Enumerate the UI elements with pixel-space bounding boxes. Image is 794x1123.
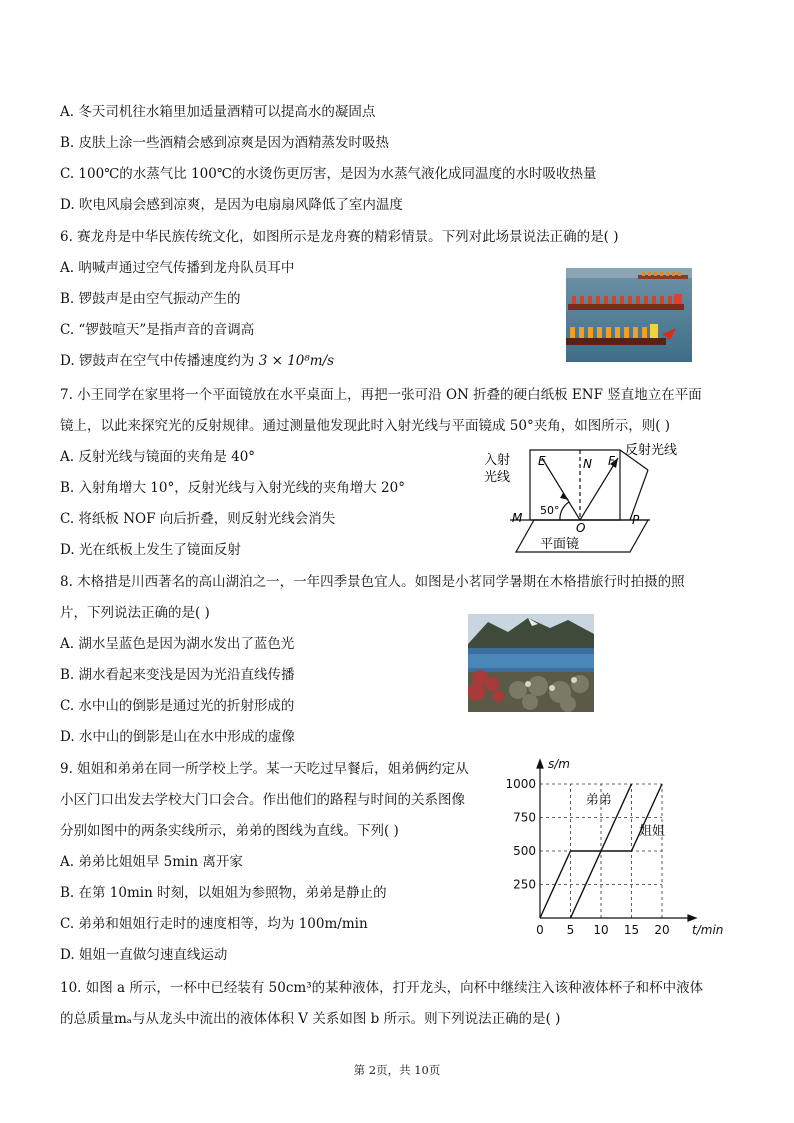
q9-option-a: A. 弟弟比姐姐早 5min 离开家 bbox=[60, 854, 243, 870]
y-tick-label: 500 bbox=[513, 844, 536, 858]
q6-option-c: C. “锣鼓喧天”是指声音的音调高 bbox=[60, 322, 255, 338]
q10-stem-line2: 的总质量mₐ与从龙头中流出的液体体积 V 关系如图 b 所示。则下列说法正确的是( ) bbox=[60, 1011, 561, 1027]
dragon-boat-photo bbox=[566, 268, 692, 362]
q9-option-d: D. 姐姐一直做匀速直线运动 bbox=[60, 947, 228, 963]
x-tick-label: 5 bbox=[566, 923, 575, 937]
label-o: O bbox=[576, 521, 586, 535]
q5-option-a: A. 冬天司机往水箱里加适量酒精可以提高水的凝固点 bbox=[60, 104, 376, 120]
q8-option-d: D. 水中山的倒影是山在水中形成的虚像 bbox=[60, 729, 295, 745]
q6-option-b: B. 锣鼓声是由空气振动产生的 bbox=[60, 291, 241, 307]
label-f: F bbox=[608, 454, 615, 468]
series-label: 弟弟 bbox=[585, 793, 612, 809]
q9-option-b: B. 在第 10min 时刻，以姐姐为参照物，弟弟是静止的 bbox=[60, 885, 387, 901]
q5-option-b: B. 皮肤上涂一些酒精会感到凉爽是因为酒精蒸发时吸热 bbox=[60, 135, 390, 151]
y-tick-label: 1000 bbox=[505, 777, 536, 791]
q7-option-b: B. 入射角增大 10°，反射光线与入射光线的夹角增大 20° bbox=[60, 480, 405, 496]
x-axis-label: t/min bbox=[692, 923, 724, 937]
q6-option-d-value: 3 × 10⁸m/s bbox=[258, 353, 335, 369]
label-p: P bbox=[632, 513, 640, 527]
q6-option-d bbox=[60, 351, 334, 371]
q5-option-d: D. 吹电风扇会感到凉爽，是因为电扇扇风降低了室内温度 bbox=[60, 197, 403, 213]
q10-stem-line1: 10. 如图 a 所示，一杯中已经装有 50cm³的某种液体，打开龙头，向杯中继续注入该种液体杯子和杯中液体 bbox=[60, 980, 704, 996]
q7-stem-line2: 镜上，以此来探究光的反射规律。通过测量他发现此时入射光线与平面镜成 50°夹角，如图所示，则( ) bbox=[60, 418, 671, 434]
q9-stem-line1: 9. 姐姐和弟弟在同一所学校上学。某一天吃过早餐后，姐弟俩约定从 bbox=[60, 761, 469, 777]
q9-stem-line2: 小区门口出发去学校大门口会合。作出他们的路程与时间的关系图像 bbox=[60, 792, 465, 808]
mirror-label: 平面镜 bbox=[540, 537, 580, 552]
q5-option-c: C. 100℃的水蒸气比 100℃的水烫伤更厉害，是因为水蒸气液化成同温度的水时吸收热量 bbox=[60, 166, 597, 182]
y-tick-label: 750 bbox=[513, 810, 536, 825]
q8-stem-line1: 8. 木格措是川西著名的高山湖泊之一，一年四季景色宜人。如图是小茗同学暑期在木格措旅行时拍摄的照 bbox=[60, 574, 685, 590]
q9-stem-line3: 分别如图中的两条实线所示，弟弟的图线为直线。下列( ) bbox=[60, 823, 399, 839]
q7-stem-line1: 7. 小王同学在家里将一个平面镜放在水平桌面上，再把一张可沿 ON 折叠的硬白纸板 ENF 竖直地立在平面 bbox=[60, 387, 702, 403]
q7-option-d: D. 光在纸板上发生了镜面反射 bbox=[60, 542, 241, 558]
q6-stem: 6. 赛龙舟是中华民族传统文化，如图所示是龙舟赛的精彩情景。下列对此场景说法正确的是( ) bbox=[60, 229, 619, 245]
angle-label: 50° bbox=[540, 504, 560, 517]
q8-stem-line2: 片，下列说法正确的是( ) bbox=[60, 605, 210, 621]
q7-option-a: A. 反射光线与镜面的夹角是 40° bbox=[60, 449, 256, 465]
q9-option-c: C. 弟弟和姐姐行走时的速度相等，均为 100m/min bbox=[60, 916, 368, 932]
q7-option-c: C. 将纸板 NOF 向后折叠，则反射光线会消失 bbox=[60, 511, 336, 527]
y-axis-arrow bbox=[537, 760, 543, 768]
x-tick-label: 0 bbox=[536, 923, 544, 937]
x-axis-arrow bbox=[688, 915, 696, 921]
q6-option-d-prefix: D. 锣鼓声在空气中传播速度约为 bbox=[60, 353, 255, 369]
page-footer: 第 2页，共 10页 bbox=[353, 1063, 441, 1077]
x-tick-label: 15 bbox=[623, 923, 640, 937]
incident-label-1: 入射 bbox=[484, 453, 511, 468]
label-m: M bbox=[512, 511, 523, 525]
q8-option-c: C. 水中山的倒影是通过光的折射形成的 bbox=[60, 698, 295, 714]
reflected-label: 反射光线 bbox=[625, 443, 678, 458]
label-n: N bbox=[583, 457, 592, 471]
reflection-diagram bbox=[480, 440, 690, 560]
x-tick-label: 20 bbox=[654, 923, 670, 937]
q8-option-b: B. 湖水看起来变浅是因为光沿直线传播 bbox=[60, 667, 295, 683]
y-tick-label: 250 bbox=[513, 877, 536, 892]
q8-option-a: A. 湖水呈蓝色是因为湖水发出了蓝色光 bbox=[60, 636, 295, 652]
q6-option-a: A. 呐喊声通过空气传播到龙舟队员耳中 bbox=[60, 260, 295, 276]
x-tick-label: 10 bbox=[593, 923, 609, 937]
label-e: E bbox=[538, 454, 546, 468]
incident-label-2: 光线 bbox=[484, 470, 511, 485]
lake-photo bbox=[468, 614, 594, 712]
series-label: 姐姐 bbox=[638, 823, 665, 839]
distance-time-chart bbox=[498, 756, 728, 946]
y-axis-label: s/m bbox=[548, 757, 570, 771]
